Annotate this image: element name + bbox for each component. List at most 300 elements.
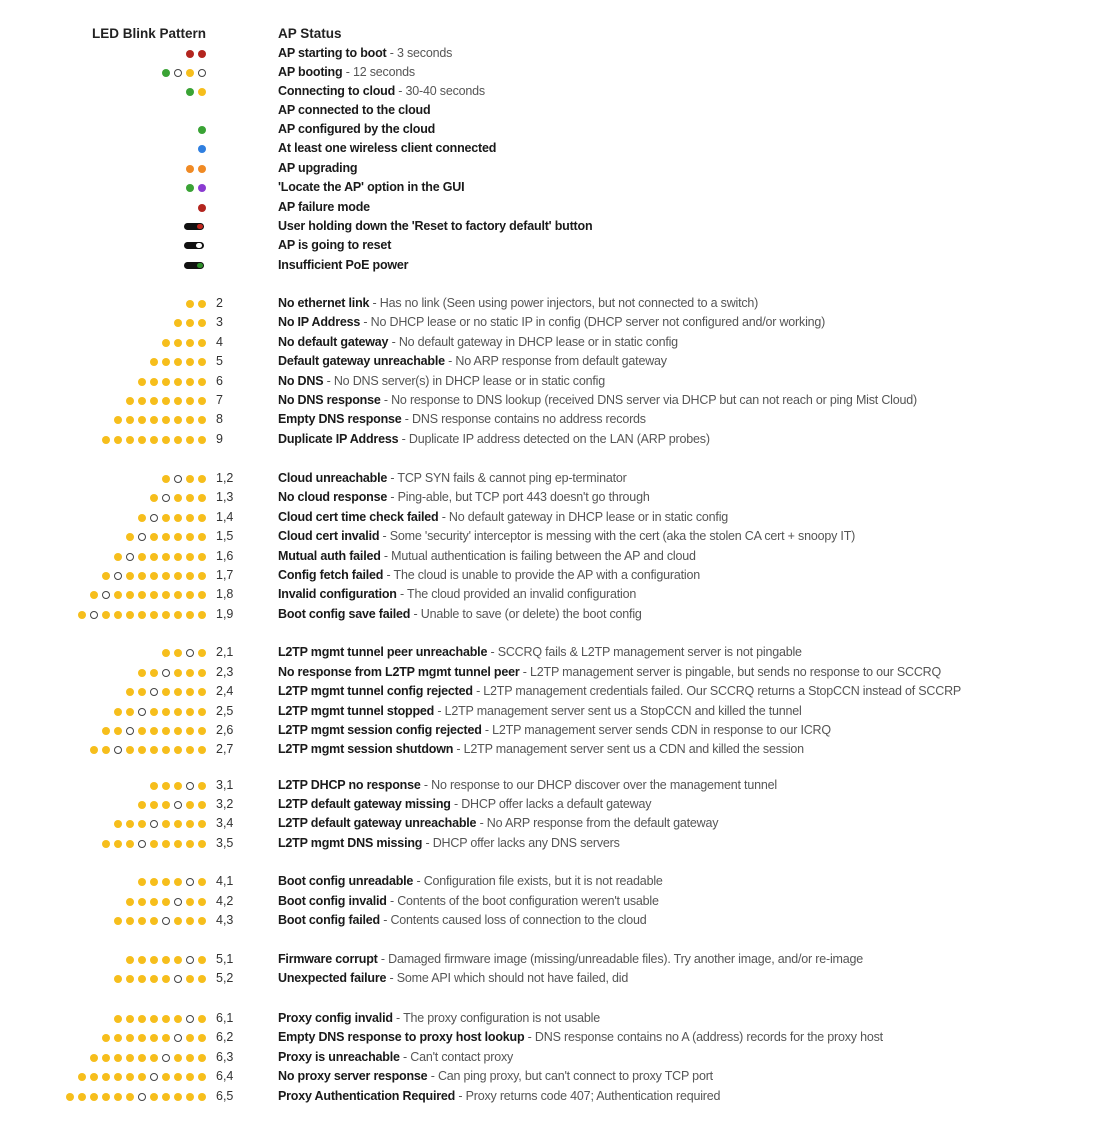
led-dot-white <box>174 475 182 483</box>
led-dot-yellow <box>126 416 134 424</box>
status-name: L2TP default gateway unreachable <box>278 816 477 830</box>
status-name: Cloud cert invalid <box>278 529 380 543</box>
led-bar-icon <box>184 242 204 249</box>
blink-code: 2,7 <box>216 742 234 756</box>
blink-code: 4 <box>216 335 223 349</box>
led-dot-white <box>198 69 206 77</box>
status-name: Boot config save failed <box>278 607 411 621</box>
status-description: - Has no link (Seen using power injectors, but not connected to a switch) <box>369 296 759 310</box>
status-description: - L2TP management server sent us a StopCCN and killed the tunnel <box>434 704 802 718</box>
blink-code: 1,6 <box>216 549 234 563</box>
led-dot-yellow <box>126 1015 134 1023</box>
led-dot-yellow <box>126 533 134 541</box>
led-dot-yellow <box>198 975 206 983</box>
status-name: AP starting to boot <box>278 46 387 60</box>
ap-status <box>278 892 659 911</box>
ap-status <box>278 776 777 795</box>
led-dot-green <box>186 184 194 192</box>
led-dot-yellow <box>162 378 170 386</box>
led-dot-yellow <box>174 746 182 754</box>
status-row <box>0 410 1110 429</box>
led-dot-green <box>198 126 206 134</box>
led-dot-yellow <box>138 397 146 405</box>
led-dot-white <box>138 708 146 716</box>
led-dot-yellow <box>126 708 134 716</box>
blink-code: 2,6 <box>216 723 234 737</box>
status-description: - No ARP response from default gateway <box>444 354 667 368</box>
blink-code: 1,7 <box>216 568 234 582</box>
status-description: - Duplicate IP address detected on the LAN (ARP probes) <box>398 432 710 446</box>
led-dot-yellow <box>150 708 158 716</box>
led-dot-yellow <box>174 878 182 886</box>
led-dot-yellow <box>162 514 170 522</box>
led-blink-pattern <box>112 547 208 566</box>
led-dot-yellow <box>198 319 206 327</box>
led-dot-yellow <box>90 746 98 754</box>
status-description: - L2TP management server sent us a CDN and killed the session <box>453 742 804 756</box>
ap-status <box>278 527 855 546</box>
led-blink-pattern <box>196 139 208 158</box>
led-dot-orange <box>198 165 206 173</box>
status-name: Proxy Authentication Required <box>278 1089 456 1103</box>
led-blink-pattern <box>136 795 208 814</box>
led-dot-yellow <box>150 572 158 580</box>
led-dot-yellow <box>114 917 122 925</box>
status-row <box>0 1009 1110 1028</box>
led-dot-yellow <box>114 1054 122 1062</box>
led-dot-yellow <box>198 514 206 522</box>
led-dot-yellow <box>138 1073 146 1081</box>
status-row <box>0 969 1110 988</box>
led-dot-yellow <box>138 688 146 696</box>
led-dot-yellow <box>174 708 182 716</box>
led-dot-yellow <box>102 1093 110 1101</box>
status-description: - The cloud provided an invalid configuration <box>396 587 637 601</box>
led-dot-white <box>90 611 98 619</box>
led-dot-white <box>174 1034 182 1042</box>
led-blink-pattern <box>196 198 208 217</box>
led-dot-yellow <box>186 840 194 848</box>
led-dot-yellow <box>150 397 158 405</box>
ap-status <box>278 911 647 930</box>
led-dot-white <box>150 514 158 522</box>
led-dot-green <box>162 69 170 77</box>
led-dot-yellow <box>102 746 110 754</box>
led-dot-yellow <box>186 727 194 735</box>
led-dot-yellow <box>186 1073 194 1081</box>
led-dot-white <box>150 688 158 696</box>
led-blink-pattern <box>160 643 208 662</box>
ap-status <box>278 82 485 101</box>
led-dot-yellow <box>114 1093 122 1101</box>
status-row <box>0 892 1110 911</box>
led-dot-yellow <box>162 1015 170 1023</box>
status-name: At least one wireless client connected <box>278 141 497 155</box>
status-name: Proxy config invalid <box>278 1011 393 1025</box>
led-dot-yellow <box>138 514 146 522</box>
led-dot-yellow <box>138 378 146 386</box>
led-dot-yellow <box>138 1034 146 1042</box>
ap-status <box>278 333 678 352</box>
led-dot-yellow <box>150 727 158 735</box>
status-row <box>0 776 1110 795</box>
led-blink-pattern <box>160 63 208 82</box>
status-description: - No response to DNS lookup (received DNS server via DHCP but can not reach or ping Mist Cloud) <box>380 393 917 407</box>
led-blink-pattern <box>100 834 208 853</box>
led-blink-pattern <box>184 82 208 101</box>
led-dot-yellow <box>186 820 194 828</box>
status-name: Connecting to cloud <box>278 84 396 98</box>
status-name: L2TP mgmt tunnel config rejected <box>278 684 473 698</box>
led-blink-pattern <box>184 294 208 313</box>
led-dot-yellow <box>186 378 194 386</box>
blink-code: 1,2 <box>216 471 234 485</box>
status-row <box>0 63 1110 82</box>
led-dot-yellow <box>90 1073 98 1081</box>
led-dot-yellow <box>198 782 206 790</box>
led-dot-white <box>174 801 182 809</box>
led-dot-yellow <box>114 1034 122 1042</box>
led-dot-white <box>186 649 194 657</box>
led-dot-white <box>186 878 194 886</box>
led-dot-yellow <box>150 378 158 386</box>
ap-status <box>278 120 435 139</box>
led-dot-yellow <box>162 1034 170 1042</box>
status-row <box>0 795 1110 814</box>
led-dot-yellow <box>174 591 182 599</box>
status-description: - TCP SYN fails & cannot ping ep-terminator <box>387 471 627 485</box>
led-dot-yellow <box>162 878 170 886</box>
status-row <box>0 605 1110 624</box>
led-dot-white <box>150 1073 158 1081</box>
led-dot-yellow <box>198 727 206 735</box>
led-blink-pattern <box>112 969 208 988</box>
led-dot-yellow <box>198 688 206 696</box>
blink-code: 3,1 <box>216 778 234 792</box>
led-dot-yellow <box>162 746 170 754</box>
led-dot-yellow <box>174 1073 182 1081</box>
ap-status <box>278 391 917 410</box>
led-dot-yellow <box>138 878 146 886</box>
led-dot-yellow <box>138 553 146 561</box>
ap-status <box>278 1048 513 1067</box>
led-blink-pattern <box>112 410 208 429</box>
led-dot-yellow <box>162 358 170 366</box>
ap-status <box>278 702 802 721</box>
blink-code: 2,3 <box>216 665 234 679</box>
status-row <box>0 372 1110 391</box>
led-dot-yellow <box>174 611 182 619</box>
led-dot-yellow <box>150 494 158 502</box>
led-dot-red <box>198 204 206 212</box>
status-row <box>0 217 1110 236</box>
led-blink-pattern <box>112 1009 208 1028</box>
led-blink-pattern <box>184 44 208 63</box>
status-row <box>0 198 1110 217</box>
ap-status <box>278 372 605 391</box>
ap-status <box>278 795 651 814</box>
led-dot-yellow <box>150 1015 158 1023</box>
status-description: - Some 'security' interceptor is messing with the cert (aka the stolen CA cert + snoopy IT) <box>379 529 856 543</box>
ap-status <box>278 1067 713 1086</box>
led-dot-yellow <box>138 727 146 735</box>
led-dot-yellow <box>198 611 206 619</box>
status-row <box>0 391 1110 410</box>
led-dot-yellow <box>126 840 134 848</box>
led-dot-yellow <box>162 782 170 790</box>
led-dot-yellow <box>186 898 194 906</box>
led-dot-yellow <box>162 533 170 541</box>
led-dot-yellow <box>150 917 158 925</box>
led-dot-yellow <box>162 611 170 619</box>
blink-code: 9 <box>216 432 223 446</box>
ap-status <box>278 198 370 217</box>
led-dot-yellow <box>114 591 122 599</box>
blink-code: 6,5 <box>216 1089 234 1103</box>
led-dot-yellow <box>198 339 206 347</box>
status-row <box>0 508 1110 527</box>
blink-code: 5,1 <box>216 952 234 966</box>
led-dot-yellow <box>138 746 146 754</box>
led-dot-yellow <box>150 533 158 541</box>
led-dot-yellow <box>114 611 122 619</box>
status-row <box>0 872 1110 891</box>
led-dot-yellow <box>186 300 194 308</box>
led-dot-yellow <box>138 820 146 828</box>
led-dot-yellow <box>138 572 146 580</box>
led-dot-yellow <box>150 782 158 790</box>
led-dot-yellow <box>174 956 182 964</box>
status-description: - DNS response contains no A (address) records for the proxy host <box>524 1030 883 1044</box>
status-description: - Unable to save (or delete) the boot config <box>410 607 642 621</box>
led-dot-yellow <box>198 1054 206 1062</box>
status-name: Cloud unreachable <box>278 471 388 485</box>
led-dot-yellow <box>138 669 146 677</box>
led-blink-pattern <box>196 101 208 120</box>
status-name: No default gateway <box>278 335 389 349</box>
led-dot-yellow <box>198 956 206 964</box>
led-blink-pattern <box>124 391 208 410</box>
status-name: No ethernet link <box>278 296 370 310</box>
led-dot-yellow <box>174 416 182 424</box>
status-description: - 30-40 seconds <box>395 84 485 98</box>
led-dot-yellow <box>102 840 110 848</box>
led-dot-yellow <box>198 1093 206 1101</box>
status-description: - The cloud is unable to provide the AP with a configuration <box>383 568 700 582</box>
status-name: Duplicate IP Address <box>278 432 399 446</box>
led-dot-yellow <box>174 1054 182 1062</box>
led-dot-yellow <box>162 1093 170 1101</box>
status-name: Cloud cert time check failed <box>278 510 439 524</box>
led-dot-yellow <box>138 591 146 599</box>
led-dot-white <box>138 1093 146 1101</box>
led-blink-pattern <box>88 740 208 759</box>
led-dot-yellow <box>174 669 182 677</box>
led-dot-yellow <box>186 69 194 77</box>
led-dot-yellow <box>162 397 170 405</box>
blink-code: 6,2 <box>216 1030 234 1044</box>
led-blink-pattern <box>148 776 208 795</box>
pattern-column-header: LED Blink Pattern <box>92 26 207 41</box>
led-dot-yellow <box>174 782 182 790</box>
led-blink-pattern <box>172 313 208 332</box>
ap-status <box>278 236 391 255</box>
status-description: - DHCP offer lacks any DNS servers <box>422 836 620 850</box>
status-row <box>0 911 1110 930</box>
led-dot-yellow <box>126 1054 134 1062</box>
ap-status <box>278 256 408 275</box>
led-dot-white <box>126 727 134 735</box>
status-name: AP upgrading <box>278 161 358 175</box>
led-dot-yellow <box>114 727 122 735</box>
status-row <box>0 585 1110 604</box>
status-row <box>0 663 1110 682</box>
led-dot-yellow <box>174 820 182 828</box>
status-name: Boot config invalid <box>278 894 387 908</box>
status-name: L2TP mgmt DNS missing <box>278 836 423 850</box>
blink-code: 6,1 <box>216 1011 234 1025</box>
status-row <box>0 1067 1110 1086</box>
led-dot-yellow <box>102 727 110 735</box>
led-dot-yellow <box>114 436 122 444</box>
status-description: - Can ping proxy, but can't connect to proxy TCP port <box>427 1069 713 1083</box>
ap-status <box>278 63 415 82</box>
status-description: - Some API which should not have failed, did <box>386 971 629 985</box>
ap-status <box>278 313 825 332</box>
ap-status <box>278 508 728 527</box>
led-dot-yellow <box>186 801 194 809</box>
led-dot-yellow <box>186 319 194 327</box>
led-dot-yellow <box>162 708 170 716</box>
led-dot-yellow <box>174 533 182 541</box>
led-dot-yellow <box>198 917 206 925</box>
status-row <box>0 82 1110 101</box>
led-dot-yellow <box>126 1034 134 1042</box>
status-description: - No default gateway in DHCP lease or in static config <box>438 510 729 524</box>
ap-status <box>278 469 627 488</box>
status-row <box>0 1087 1110 1106</box>
status-description: - Contents of the boot configuration weren't usable <box>386 894 659 908</box>
status-description: - L2TP management server sends CDN in response to our ICRQ <box>481 723 831 737</box>
led-dot-yellow <box>138 1015 146 1023</box>
led-blink-pattern <box>124 682 208 701</box>
led-blink-pattern <box>76 605 208 624</box>
blink-code: 2,5 <box>216 704 234 718</box>
status-description: - Damaged firmware image (missing/unreadable files). Try another image, and/or re-image <box>377 952 864 966</box>
led-dot-white <box>150 820 158 828</box>
status-description: - Can't contact proxy <box>399 1050 514 1064</box>
led-dot-yellow <box>186 358 194 366</box>
status-description: - SCCRQ fails & L2TP management server is not pingable <box>487 645 802 659</box>
ap-status <box>278 969 628 988</box>
ap-status <box>278 488 650 507</box>
status-name: 'Locate the AP' option in the GUI <box>278 180 465 194</box>
status-row <box>0 643 1110 662</box>
led-dot-yellow <box>102 572 110 580</box>
led-dot-yellow <box>174 339 182 347</box>
led-dot-yellow <box>186 1054 194 1062</box>
ap-status <box>278 101 430 120</box>
status-description: - 12 seconds <box>342 65 415 79</box>
led-dot-yellow <box>198 88 206 96</box>
led-dot-yellow <box>174 397 182 405</box>
led-dot-white <box>138 840 146 848</box>
status-row <box>0 101 1110 120</box>
blink-code: 4,3 <box>216 913 234 927</box>
status-name: L2TP default gateway missing <box>278 797 451 811</box>
led-dot-yellow <box>198 591 206 599</box>
led-blink-pattern <box>148 352 208 371</box>
led-dot-yellow <box>150 801 158 809</box>
led-dot-white <box>162 1054 170 1062</box>
led-dot-yellow <box>162 572 170 580</box>
led-dot-yellow <box>138 436 146 444</box>
ap-status <box>278 139 496 158</box>
ap-status <box>278 1087 720 1106</box>
led-bar-icon <box>184 223 204 230</box>
led-dot-yellow <box>162 820 170 828</box>
led-dot-yellow <box>102 611 110 619</box>
led-dot-yellow <box>150 436 158 444</box>
led-blink-pattern <box>136 872 208 891</box>
led-dot-yellow <box>150 1093 158 1101</box>
led-dot-yellow <box>126 572 134 580</box>
led-dot-yellow <box>162 339 170 347</box>
ap-status <box>278 44 452 63</box>
led-blink-pattern <box>196 120 208 139</box>
led-dot-yellow <box>174 494 182 502</box>
status-name: Default gateway unreachable <box>278 354 445 368</box>
led-dot-yellow <box>198 1034 206 1042</box>
led-dot-yellow <box>150 1034 158 1042</box>
blink-code: 5,2 <box>216 971 234 985</box>
status-description: - Mutual authentication is failing between the AP and cloud <box>380 549 696 563</box>
blink-code: 2 <box>216 296 223 310</box>
status-row <box>0 1048 1110 1067</box>
led-dot-white <box>102 591 110 599</box>
led-dot-purple <box>198 184 206 192</box>
blink-code: 7 <box>216 393 223 407</box>
led-dot-yellow <box>174 1015 182 1023</box>
ap-status <box>278 834 620 853</box>
led-dot-yellow <box>198 533 206 541</box>
led-dot-blank <box>198 107 206 115</box>
led-blink-pattern <box>112 911 208 930</box>
ap-status <box>278 643 802 662</box>
status-row <box>0 313 1110 332</box>
status-name: AP is going to reset <box>278 238 392 252</box>
status-name: L2TP mgmt session shutdown <box>278 742 454 756</box>
led-dot-yellow <box>162 649 170 657</box>
status-name: L2TP DHCP no response <box>278 778 421 792</box>
led-dot-yellow <box>198 436 206 444</box>
led-dot-yellow <box>90 1054 98 1062</box>
led-dot-yellow <box>150 1054 158 1062</box>
ap-status <box>278 950 863 969</box>
led-dot-yellow <box>78 611 86 619</box>
led-dot-yellow <box>150 553 158 561</box>
ap-status <box>278 430 710 449</box>
led-blink-pattern <box>184 159 208 178</box>
led-dot-yellow <box>126 1073 134 1081</box>
led-dot-yellow <box>138 416 146 424</box>
led-blink-pattern <box>76 1067 208 1086</box>
led-dot-yellow <box>198 1073 206 1081</box>
led-blink-pattern <box>112 814 208 833</box>
ap-status <box>278 585 636 604</box>
led-dot-yellow <box>198 801 206 809</box>
led-dot-yellow <box>198 553 206 561</box>
